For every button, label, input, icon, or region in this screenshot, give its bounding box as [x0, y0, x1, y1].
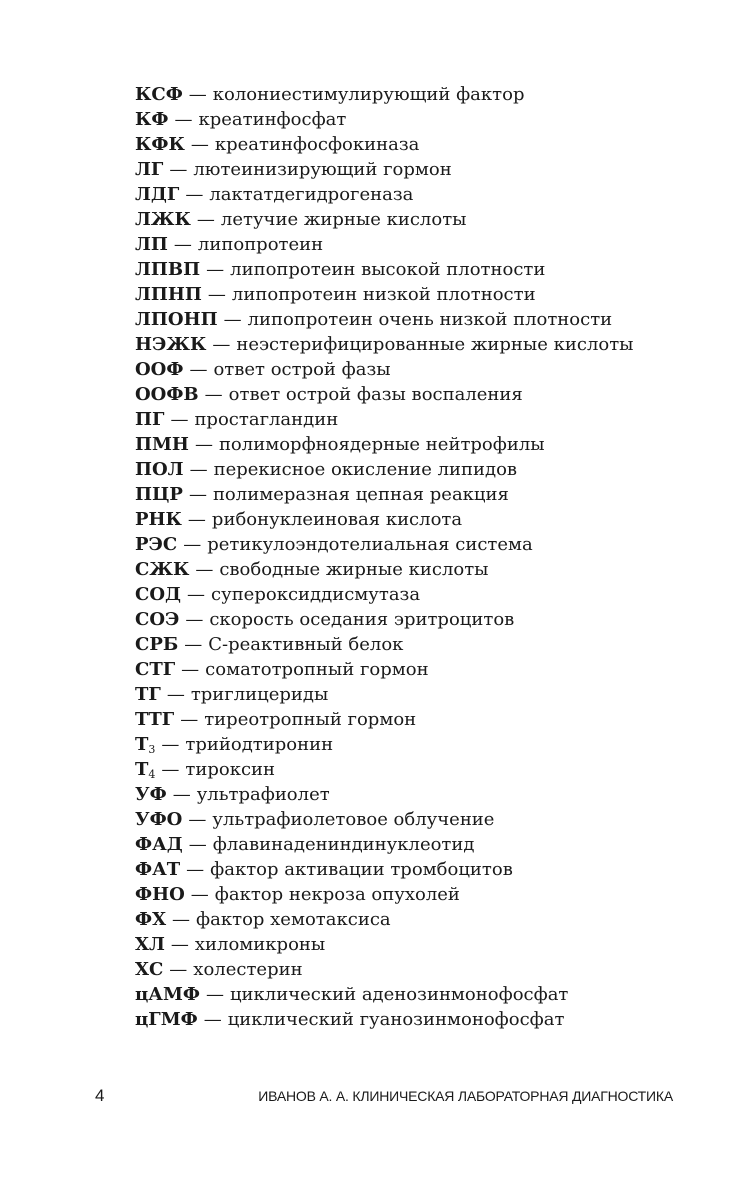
abbreviation-entry	[135, 257, 735, 282]
em-dash: —	[186, 859, 205, 880]
abbreviation-term	[135, 584, 181, 605]
abbreviation-term-text: ПГ	[135, 409, 165, 430]
abbreviation-term-text: КФК	[135, 134, 185, 155]
abbreviation-term	[135, 559, 189, 580]
abbreviation-term-text: СОД	[135, 584, 182, 605]
abbreviation-term	[135, 309, 218, 330]
abbreviation-entry	[135, 482, 735, 507]
abbreviation-definition: холестерин	[193, 959, 303, 980]
abbreviation-entry	[135, 382, 735, 407]
abbreviation-term-text: ПОЛ	[135, 459, 184, 480]
abbreviation-term-text: Т	[135, 759, 149, 780]
abbreviation-term-text: ООФВ	[135, 384, 199, 405]
abbreviation-entry	[135, 832, 735, 857]
abbreviation-definition: фактор активации тромбоцитов	[210, 859, 513, 880]
abbreviation-definition: триглицериды	[190, 684, 329, 705]
abbreviation-entry	[135, 132, 735, 157]
em-dash: —	[166, 684, 185, 705]
abbreviation-definition: липопротеин очень низкой плотности	[247, 309, 613, 330]
abbreviation-term	[135, 459, 184, 480]
abbreviation-definition: летучие жирные кислоты	[220, 209, 467, 230]
abbreviation-entry	[135, 582, 735, 607]
abbreviation-term-text: РЭС	[135, 534, 178, 555]
em-dash: —	[173, 234, 192, 255]
abbreviation-definition: липопротеин низкой плотности	[231, 284, 536, 305]
abbreviation-entry	[135, 207, 735, 232]
abbreviation-definition: полиморфноядерные нейтрофилы	[218, 434, 545, 455]
abbreviation-definition: полимеразная цепная реакция	[212, 484, 509, 505]
abbreviation-entry	[135, 932, 735, 957]
abbreviation-term	[135, 759, 155, 780]
em-dash: —	[189, 359, 208, 380]
em-dash: —	[172, 909, 191, 930]
abbreviation-term-text: ФНО	[135, 884, 185, 905]
abbreviation-definition: рибонуклеиновая кислота	[211, 509, 463, 530]
abbreviation-entry	[135, 882, 735, 907]
em-dash: —	[161, 734, 180, 755]
abbreviation-definition: ультрафиолетовое облучение	[212, 809, 495, 830]
em-dash: —	[184, 634, 203, 655]
abbreviation-term	[135, 834, 183, 855]
abbreviation-term-text: СРБ	[135, 634, 179, 655]
em-dash: —	[207, 284, 226, 305]
abbreviation-entry	[135, 82, 735, 107]
abbreviation-term-text: ЛПНП	[135, 284, 202, 305]
running-title: ИВАНОВ А. А. КЛИНИЧЕСКАЯ ЛАБОРАТОРНАЯ ДИАГНОСТИКА	[258, 1088, 673, 1104]
em-dash: —	[185, 184, 204, 205]
abbreviation-term	[135, 134, 185, 155]
abbreviation-term	[135, 1009, 198, 1030]
abbreviation-definition: флавинадениндинуклеотид	[212, 834, 475, 855]
abbreviation-definition: циклический гуанозинмонофосфат	[227, 1009, 565, 1030]
abbreviation-definition: тиреотропный гормон	[204, 709, 417, 730]
abbreviation-entry	[135, 607, 735, 632]
abbreviation-term	[135, 359, 183, 380]
abbreviation-entry	[135, 657, 735, 682]
em-dash: —	[196, 209, 215, 230]
abbreviation-term	[135, 659, 175, 680]
em-dash: —	[188, 834, 207, 855]
em-dash: —	[180, 709, 199, 730]
abbreviation-term	[135, 259, 200, 280]
abbreviation-term-text: ФАД	[135, 834, 183, 855]
abbreviation-definition: ультрафиолет	[196, 784, 330, 805]
abbreviation-list	[135, 82, 735, 1032]
abbreviation-entry	[135, 1007, 735, 1032]
abbreviation-definition: ответ острой фазы воспаления	[228, 384, 523, 405]
abbreviation-entry	[135, 157, 735, 182]
abbreviation-term-text: УФО	[135, 809, 183, 830]
abbreviation-term-text: КФ	[135, 109, 169, 130]
abbreviation-term	[135, 84, 183, 105]
abbreviation-entry	[135, 332, 735, 357]
abbreviation-entry	[135, 507, 735, 532]
abbreviation-term-text: ООФ	[135, 359, 184, 380]
abbreviation-term	[135, 784, 167, 805]
abbreviation-entry	[135, 232, 735, 257]
abbreviation-entry	[135, 282, 735, 307]
abbreviation-term	[135, 109, 168, 130]
abbreviation-subscript: 4	[148, 768, 156, 781]
abbreviation-term-text: ФАТ	[135, 859, 181, 880]
abbreviation-term	[135, 684, 161, 705]
abbreviation-definition: колониестимулирующий фактор	[212, 84, 525, 105]
abbreviation-entry	[135, 857, 735, 882]
abbreviation-term	[135, 634, 178, 655]
abbreviation-entry	[135, 807, 735, 832]
abbreviation-entry	[135, 182, 735, 207]
em-dash: —	[205, 984, 224, 1005]
abbreviation-term	[135, 409, 164, 430]
abbreviation-definition: креатинфосфокиназа	[214, 134, 420, 155]
abbreviation-term-text: РНК	[135, 509, 182, 530]
em-dash: —	[187, 584, 206, 605]
abbreviation-term-text: ЛЖК	[135, 209, 191, 230]
abbreviation-term	[135, 534, 177, 555]
em-dash: —	[174, 109, 193, 130]
em-dash: —	[169, 159, 188, 180]
page-number: 4	[95, 1086, 105, 1105]
abbreviation-subscript: 3	[148, 743, 156, 756]
abbreviation-definition: липопротеин высокой плотности	[230, 259, 546, 280]
abbreviation-term-text: ЛДГ	[135, 184, 180, 205]
abbreviation-term	[135, 709, 174, 730]
abbreviation-term-text: ТТГ	[135, 709, 175, 730]
abbreviation-term	[135, 384, 199, 405]
abbreviation-entry	[135, 307, 735, 332]
abbreviation-term	[135, 209, 191, 230]
abbreviation-term	[135, 734, 155, 755]
abbreviation-definition: лютеинизирующий гормон	[193, 159, 452, 180]
abbreviation-term	[135, 509, 182, 530]
abbreviation-entry	[135, 982, 735, 1007]
abbreviation-definition: соматотропный гормон	[205, 659, 429, 680]
abbreviation-term-text: цАМФ	[135, 984, 200, 1005]
abbreviation-definition: перекисное окисление липидов	[213, 459, 518, 480]
abbreviation-entry	[135, 432, 735, 457]
abbreviation-entry	[135, 957, 735, 982]
abbreviation-definition: супероксиддисмутаза	[211, 584, 421, 605]
abbreviation-term	[135, 284, 202, 305]
abbreviation-term-text: СЖК	[135, 559, 190, 580]
em-dash: —	[183, 534, 202, 555]
abbreviation-term	[135, 609, 179, 630]
abbreviation-term-text: НЭЖК	[135, 334, 207, 355]
abbreviation-term-text: ЛГ	[135, 159, 164, 180]
em-dash: —	[161, 759, 180, 780]
abbreviation-term-text: ПМН	[135, 434, 189, 455]
abbreviation-entry	[135, 532, 735, 557]
em-dash: —	[188, 84, 207, 105]
abbreviation-term-text: ТГ	[135, 684, 161, 705]
abbreviation-entry	[135, 107, 735, 132]
abbreviation-definition: простагландин	[194, 409, 339, 430]
abbreviation-entry	[135, 707, 735, 732]
em-dash: —	[169, 959, 188, 980]
em-dash: —	[187, 509, 206, 530]
abbreviation-definition: креатинфосфат	[198, 109, 347, 130]
em-dash: —	[189, 459, 208, 480]
abbreviation-term-text: УФ	[135, 784, 167, 805]
abbreviation-entry	[135, 632, 735, 657]
abbreviation-term-text: ХС	[135, 959, 164, 980]
em-dash: —	[206, 259, 225, 280]
abbreviation-entry	[135, 732, 735, 757]
em-dash: —	[190, 134, 209, 155]
em-dash: —	[195, 559, 214, 580]
em-dash: —	[172, 784, 191, 805]
abbreviation-term	[135, 884, 185, 905]
abbreviation-term-text: ХЛ	[135, 934, 165, 955]
abbreviation-term-text: КСФ	[135, 84, 183, 105]
abbreviation-definition: ответ острой фазы	[213, 359, 391, 380]
abbreviation-entry	[135, 757, 735, 782]
abbreviation-term	[135, 334, 206, 355]
em-dash: —	[203, 1009, 222, 1030]
abbreviation-entry	[135, 682, 735, 707]
em-dash: —	[170, 409, 189, 430]
abbreviation-definition: свободные жирные кислоты	[219, 559, 489, 580]
abbreviation-definition: фактор некроза опухолей	[214, 884, 460, 905]
abbreviation-term	[135, 859, 180, 880]
abbreviation-term	[135, 909, 166, 930]
abbreviation-term	[135, 434, 189, 455]
abbreviation-term-text: ФХ	[135, 909, 167, 930]
abbreviation-entry	[135, 357, 735, 382]
abbreviation-term-text: СОЭ	[135, 609, 180, 630]
em-dash: —	[204, 384, 223, 405]
abbreviation-definition: хиломикроны	[194, 934, 326, 955]
abbreviation-term	[135, 984, 200, 1005]
abbreviation-term-text: ЛПОНП	[135, 309, 218, 330]
em-dash: —	[194, 434, 213, 455]
em-dash: —	[223, 309, 242, 330]
em-dash: —	[188, 809, 207, 830]
em-dash: —	[188, 484, 207, 505]
abbreviation-definition: неэстерифицированные жирные кислоты	[236, 334, 634, 355]
abbreviation-definition: скорость оседания эритроцитов	[209, 609, 515, 630]
abbreviation-entry	[135, 407, 735, 432]
abbreviation-term	[135, 184, 179, 205]
abbreviation-entry	[135, 907, 735, 932]
abbreviation-definition: С-реактивный белок	[208, 634, 404, 655]
abbreviation-definition: фактор хемотаксиса	[196, 909, 391, 930]
em-dash: —	[170, 934, 189, 955]
abbreviation-term	[135, 159, 163, 180]
abbreviation-definition: циклический аденозинмонофосфат	[229, 984, 569, 1005]
em-dash: —	[212, 334, 231, 355]
abbreviation-term-text: ЛП	[135, 234, 168, 255]
abbreviation-entry	[135, 782, 735, 807]
abbreviation-term-text: ПЦР	[135, 484, 183, 505]
abbreviation-term	[135, 934, 165, 955]
abbreviation-term	[135, 484, 183, 505]
abbreviation-definition: тироксин	[185, 759, 276, 780]
abbreviation-entry	[135, 557, 735, 582]
em-dash: —	[190, 884, 209, 905]
abbreviation-definition: лактатдегидрогеназа	[209, 184, 414, 205]
abbreviation-definition: трийодтиронин	[185, 734, 334, 755]
em-dash: —	[185, 609, 204, 630]
abbreviation-term-text: цГМФ	[135, 1009, 198, 1030]
em-dash: —	[181, 659, 200, 680]
abbreviation-entry	[135, 457, 735, 482]
abbreviation-definition: ретикулоэндотелиальная система	[207, 534, 533, 555]
abbreviation-definition: липопротеин	[197, 234, 324, 255]
abbreviation-term-text: СТГ	[135, 659, 176, 680]
abbreviation-term-text: Т	[135, 734, 149, 755]
abbreviation-term	[135, 809, 182, 830]
abbreviation-term-text: ЛПВП	[135, 259, 201, 280]
abbreviation-term	[135, 959, 163, 980]
abbreviation-term	[135, 234, 168, 255]
